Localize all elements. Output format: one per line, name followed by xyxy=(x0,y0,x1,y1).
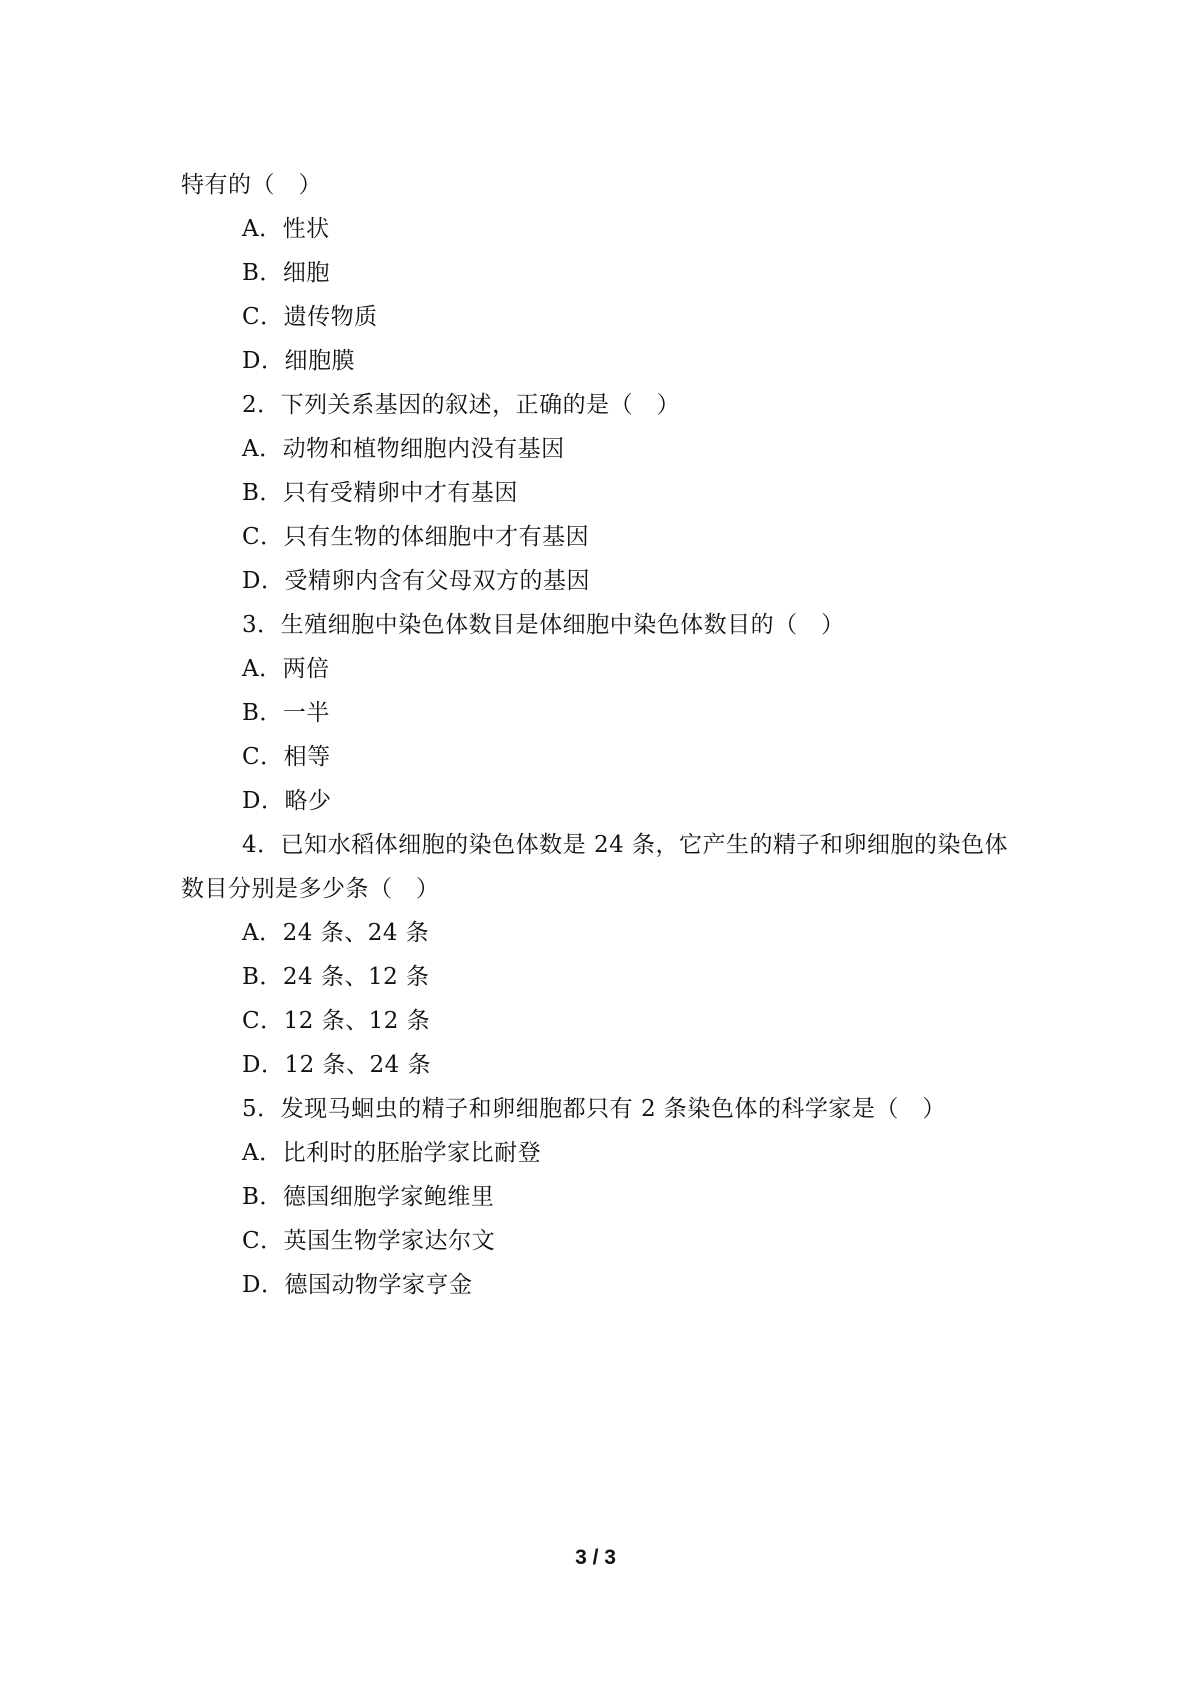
page-number: 3 / 3 xyxy=(575,1546,616,1569)
question-4-stem: 4．已知水稻体细胞的染色体数是 24 条，它产生的精子和卵细胞的染色体 xyxy=(242,832,1009,858)
question-4-option-b: B．24 条、12 条 xyxy=(242,964,430,990)
question-1-option-a: A．性状 xyxy=(242,216,330,242)
question-5-option-a: A．比利时的胚胎学家比耐登 xyxy=(242,1140,542,1166)
question-4-option-a: A．24 条、24 条 xyxy=(242,920,430,946)
question-2-option-c: C．只有生物的体细胞中才有基因 xyxy=(242,524,590,550)
question-4-option-d: D．12 条、24 条 xyxy=(242,1052,432,1078)
question-2-option-d: D．受精卵内含有父母双方的基因 xyxy=(242,568,590,594)
question-2-option-a: A．动物和植物细胞内没有基因 xyxy=(242,436,565,462)
question-1-continuation: 特有的（ ） xyxy=(181,172,322,198)
question-4-option-c: C．12 条、12 条 xyxy=(242,1008,431,1034)
question-3-stem: 3．生殖细胞中染色体数目是体细胞中染色体数目的（ ） xyxy=(242,612,845,638)
question-5-option-d: D．德国动物学家亨金 xyxy=(242,1272,473,1298)
question-1-option-c: C．遗传物质 xyxy=(242,304,378,330)
question-2-stem: 2．下列关系基因的叙述，正确的是（ ） xyxy=(242,392,681,418)
question-5-option-b: B．德国细胞学家鲍维里 xyxy=(242,1184,495,1210)
question-5-option-c: C．英国生物学家达尔文 xyxy=(242,1228,496,1254)
question-3-option-c: C．相等 xyxy=(242,744,331,770)
question-5-stem: 5．发现马蛔虫的精子和卵细胞都只有 2 条染色体的科学家是（ ） xyxy=(242,1096,946,1122)
question-1-option-b: B．细胞 xyxy=(242,260,330,286)
question-3-option-d: D．略少 xyxy=(242,788,332,814)
question-3-option-b: B．一半 xyxy=(242,700,330,726)
question-1-option-d: D．细胞膜 xyxy=(242,348,355,374)
question-3-option-a: A．两倍 xyxy=(242,656,330,682)
question-2-option-b: B．只有受精卵中才有基因 xyxy=(242,480,518,506)
question-4-stem-continuation: 数目分别是多少条（ ） xyxy=(181,876,440,902)
